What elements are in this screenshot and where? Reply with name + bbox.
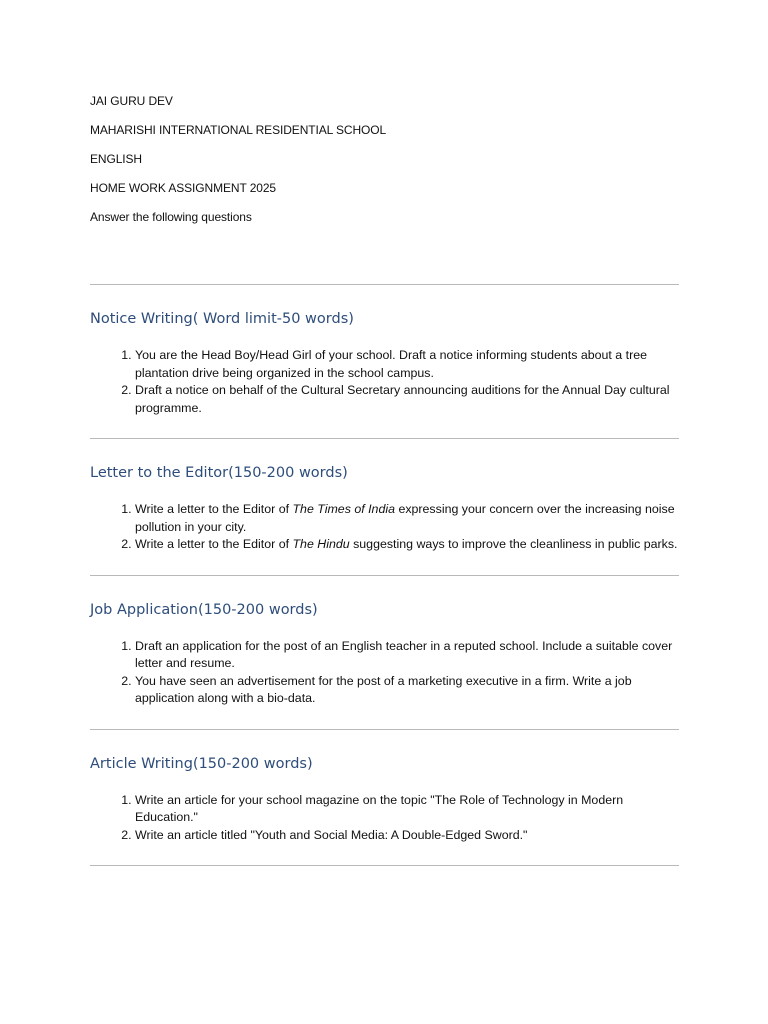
question-item: 1. Draft an application for the post of an English teacher in a reputed school. Include a suitable cover letter and resume. xyxy=(135,638,679,673)
instructions: Answer the following questions xyxy=(90,210,252,224)
question-list-article-writing xyxy=(90,792,679,845)
question-item: 1. Write an article for your school magazine on the topic "The Role of Technology in Modern Education." xyxy=(135,792,679,827)
school-motto: JAI GURU DEV xyxy=(90,94,173,108)
question-list-letter-to-editor xyxy=(90,501,679,554)
section-divider xyxy=(90,575,679,576)
question-text: expressing your concern over the increasing noise pollution in your city. xyxy=(135,502,675,534)
newspaper-name: The Times of India xyxy=(292,502,395,516)
section-divider xyxy=(90,729,679,730)
section-title-notice-writing: Notice Writing( Word limit-50 words) xyxy=(90,311,354,327)
question-item: 1. You are the Head Boy/Head Girl of your school. Draft a notice informing students about a tree plantation drive being organized in the school campus. xyxy=(135,347,679,382)
question-item: 2. Draft a notice on behalf of the Cultural Secretary announcing auditions for the Annual Day cultural programme. xyxy=(135,382,679,417)
section-title-job-application: Job Application(150-200 words) xyxy=(90,601,318,618)
question-item: 2. Write an article titled "Youth and Social Media: A Double-Edged Sword." xyxy=(135,827,679,845)
document-page xyxy=(90,92,679,866)
section-divider xyxy=(90,438,679,439)
question-list-job-application xyxy=(90,638,679,708)
question-item xyxy=(135,501,679,536)
section-divider xyxy=(90,865,679,866)
question-item xyxy=(135,536,679,554)
question-text: Write a letter to the Editor of xyxy=(135,502,293,516)
question-list-notice-writing xyxy=(90,347,679,417)
newspaper-name: The Hindu xyxy=(292,537,350,551)
section-divider xyxy=(90,284,679,285)
question-text: suggesting ways to improve the cleanliness in public parks. xyxy=(349,537,678,551)
question-item: 2. You have seen an advertisement for the post of a marketing executive in a firm. Write a job application along with a bio-data. xyxy=(135,673,679,708)
assignment-title: HOME WORK ASSIGNMENT 2025 xyxy=(90,181,276,195)
question-text: Write a letter to the Editor of xyxy=(135,537,293,551)
school-name: MAHARISHI INTERNATIONAL RESIDENTIAL SCHOOL xyxy=(90,123,387,137)
section-title-article-writing: Article Writing(150-200 words) xyxy=(90,755,313,772)
section-title-letter-to-editor: Letter to the Editor(150-200 words) xyxy=(90,465,348,481)
subject-name: ENGLISH xyxy=(90,152,142,166)
